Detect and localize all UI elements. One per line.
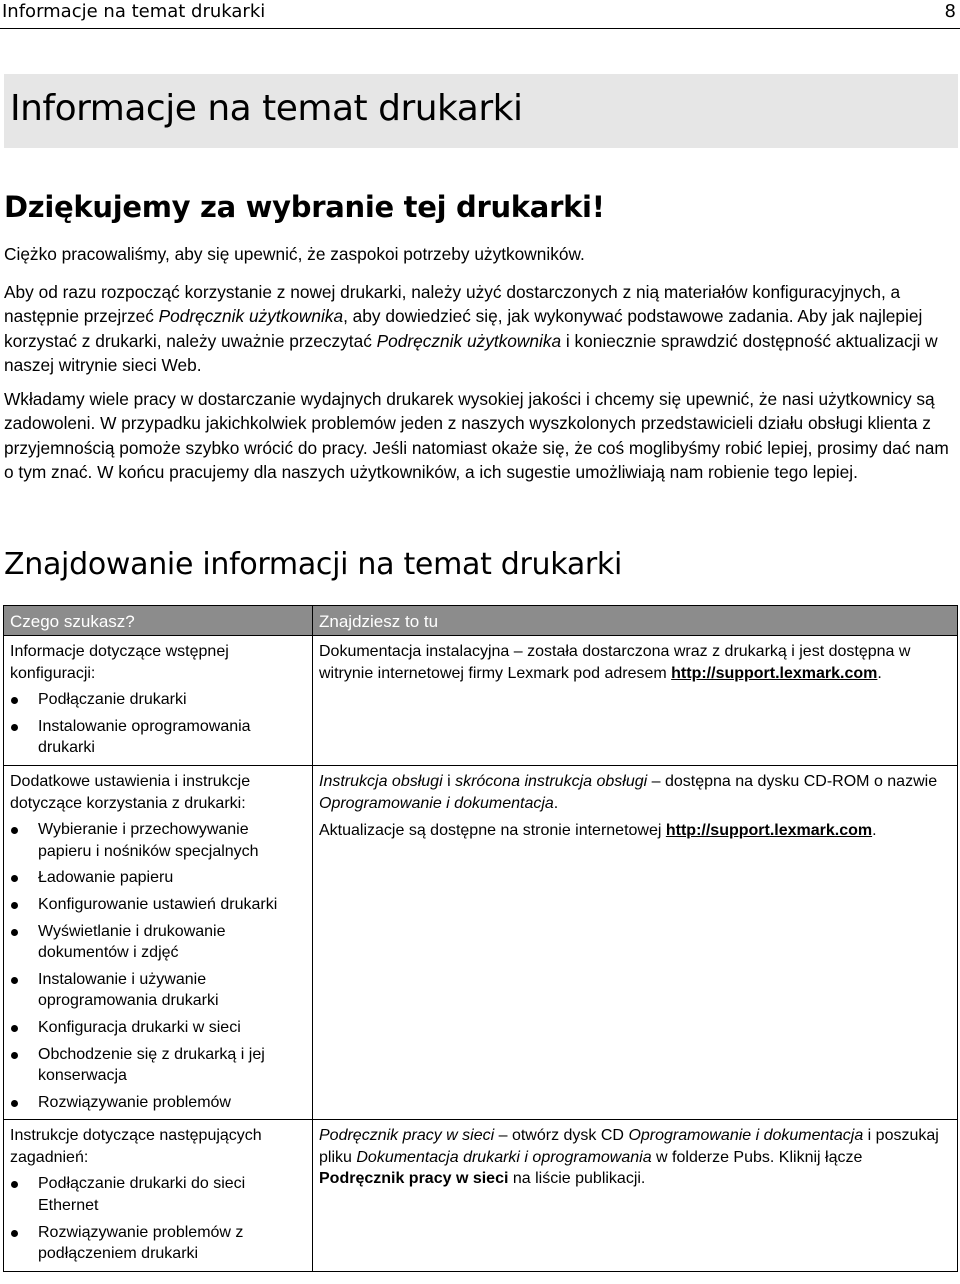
row1-right-cell [313,636,958,766]
text-span: Podręcznik pracy w sieci [319,1170,509,1188]
list-item: Ładowanie papieru [10,867,306,889]
row1-intro: Informacje dotyczące wstępnej konfiguracji: [10,643,229,682]
page-number: 8 [944,1,956,22]
row2-list [10,819,306,1113]
thanks-paragraph-2 [4,280,956,378]
text-span: – została dostarczona wraz z drukarką i jest dostępna w witrynie internetowej firmy Lexmark pod adresem [319,643,911,682]
list-item: Instalowanie oprogramowania drukarki [10,716,306,759]
page-header [0,0,960,29]
text-span: – otwórz dysk CD [494,1127,629,1145]
row1-description [319,641,951,684]
row3-right-cell [313,1120,958,1272]
text-span: w folderze Pubs. Kliknij łącze [651,1148,863,1166]
list-item: Rozwiązywanie problemów [10,1092,306,1114]
list-item: Wyświetlanie i drukowanie dokumentów i zdjęć [10,921,306,964]
text-span: i [442,772,456,790]
text-span: . [872,822,877,840]
text-span: Podręcznik pracy w sieci [319,1127,495,1145]
row2-updates [319,820,951,842]
text-span: – dostępna na dysku CD-ROM o nazwie [647,772,938,790]
header-title: Informacje na temat drukarki [2,1,266,22]
text-span: na liście publikacji. [508,1170,646,1188]
table-header-row [4,606,958,636]
row2-description [319,771,951,814]
row2-right-cell [313,765,958,1119]
row3-intro: Instrukcje dotyczące następujących zagadnień: [10,1127,262,1166]
list-item: Konfiguracja drukarki w sieci [10,1017,306,1039]
thanks-heading: Dziękujemy za wybranie tej drukarki! [4,190,605,224]
list-item: Instalowanie i używanie oprogramowania drukarki [10,969,306,1012]
row3-description [319,1125,951,1190]
find-info-heading: Znajdowanie informacji na temat drukarki [4,547,623,582]
list-item: Podłączanie drukarki [10,689,306,711]
title-banner [4,74,958,148]
text-span: skrócona instrukcja obsługi [455,772,648,790]
thanks-paragraph-1: Ciężko pracowaliśmy, aby się upewnić, że zaspokoi potrzeby użytkowników. [4,244,585,264]
text-span: Aby od razu rozpocząć korzystanie z nowej drukarki, należy użyć dostarczonych z nią materiałów konfiguracyjnych, a następnie przejrzeć [4,282,901,327]
row1-left-cell [4,636,313,766]
list-item: Rozwiązywanie problemów z podłączeniem drukarki [10,1222,306,1265]
table-row [4,765,958,1119]
table-row [4,1120,958,1272]
text-span: Instrukcja obsługi [319,772,443,790]
text-span: Aktualizacje są dostępne na stronie internetowej [319,822,666,840]
thanks-paragraph-3: Wkładamy wiele pracy w dostarczanie wydajnych drukarek wysokiej jakości i chcemy się upewnić, że nasi użytkownicy są zadowoleni. W przypadku jakichkolwiek problemów jeden z naszych wyszkolonych przedstawicieli działu obsługi klienta z przyjemnością pomoże szybko wrócić do pracy. Jeśli natomiast okaże się, że coś moglibyśmy robić lepiej, prosimy dać nam o tym znać. W końcu pracujemy dla naszych użytkowników, a ich sugestie umożliwiają nam robienie tego lepiej. [4,389,949,483]
info-table [3,605,958,1272]
text-span: i poszukaj pliku [319,1127,939,1166]
text-span: Dokumentacja instalacyjna [319,643,510,660]
row3-list [10,1173,306,1264]
page-title: Informacje na temat drukarki [10,88,523,129]
text-span: Oprogramowanie i dokumentacja [628,1127,864,1145]
text-span: Dokumentacja drukarki i oprogramowania [356,1148,652,1166]
text-span: Oprogramowanie i dokumentacja [319,794,554,812]
table-row [4,636,958,766]
row3-left-cell [4,1120,313,1272]
list-item: Obchodzenie się z drukarką i jej konserwacja [10,1044,306,1087]
user-guide-title: Podręcznik użytkownika [376,330,562,351]
column-header-find-it: Znajdziesz to tu [313,606,958,636]
row2-left-cell [4,765,313,1119]
text-span: i koniecznie sprawdzić dostępność aktualizacji w naszej witrynie sieci Web. [4,330,938,376]
text-span: . [877,664,882,682]
row1-list [10,689,306,759]
list-item: Podłączanie drukarki do sieci Ethernet [10,1173,306,1216]
list-item: Konfigurowanie ustawień drukarki [10,894,306,916]
list-item: Wybieranie i przechowywanie papieru i nośników specjalnych [10,819,306,862]
text-span: , aby dowiedzieć się, jak wykonywać podstawowe zadania. Aby jak najlepiej korzystać z drukarki, należy uważnie przeczytać [4,306,923,351]
row2-intro: Dodatkowe ustawienia i instrukcje dotyczące korzystania z drukarki: [10,772,251,812]
support-link[interactable]: http://support.lexmark.com [665,822,873,840]
text-span: . [553,794,559,812]
user-guide-title: Podręcznik użytkownika [158,306,344,327]
column-header-looking-for: Czego szukasz? [4,606,313,636]
support-link[interactable]: http://support.lexmark.com [671,664,878,682]
